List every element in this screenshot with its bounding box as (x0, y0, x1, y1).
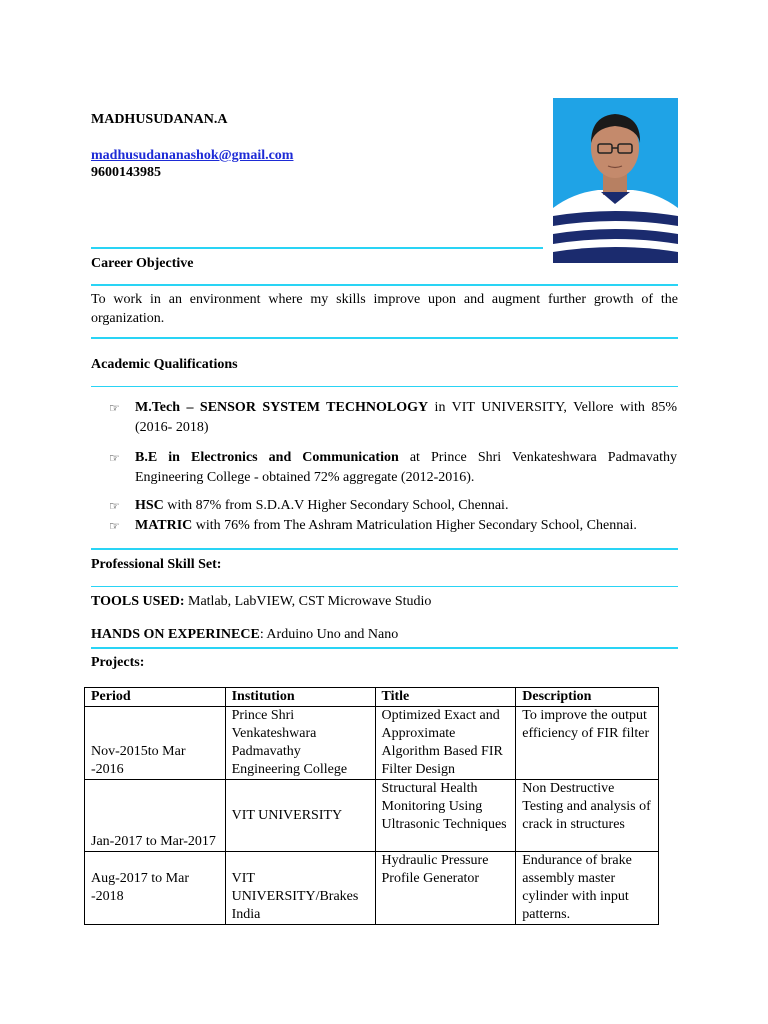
projects-heading: Projects: (91, 655, 145, 670)
pointing-hand-icon: ☞ (109, 499, 120, 513)
phone-number: 9600143985 (91, 165, 161, 180)
email-link[interactable]: madhusudananashok@gmail.com (91, 148, 294, 163)
title-cell: Optimized Exact and Approximate Algorithm Based FIR Filter Design (375, 707, 516, 780)
tools-used (91, 592, 678, 611)
title-cell: Structural Health Monitoring Using Ultrasonic Techniques (375, 780, 516, 852)
divider (91, 284, 678, 286)
institution-cell: VIT UNIVERSITY/Brakes India (225, 852, 375, 925)
column-header-institution: Institution (225, 688, 375, 707)
divider (91, 647, 678, 649)
projects-table (84, 687, 659, 925)
column-header-description: Description (516, 688, 659, 707)
table-row (85, 852, 659, 925)
hands-on-label: HANDS ON EXPERINECE (91, 627, 260, 642)
pointing-hand-icon: ☞ (109, 401, 120, 415)
hands-on-experience (91, 625, 678, 644)
period-cell: Jan-2017 to Mar-2017 (85, 780, 226, 852)
profile-photo (553, 98, 678, 263)
description-cell: Endurance of brake assembly master cylinder with input patterns. (516, 852, 659, 925)
column-header-title: Title (375, 688, 516, 707)
candidate-name: MADHUSUDANAN.A (91, 112, 228, 127)
divider (91, 386, 678, 387)
institution-cell: VIT UNIVERSITY (225, 780, 375, 852)
divider (91, 586, 678, 587)
period-cell: Nov-2015to Mar -2016 (85, 707, 226, 780)
divider (91, 337, 678, 339)
qualification-detail: in VIT UNIVERSITY, Vellore with 85% (2016- 2018) (135, 400, 678, 435)
hands-on-value: : Arduino Uno and Nano (259, 627, 399, 642)
description-cell: To improve the output efficiency of FIR filter (516, 707, 659, 780)
qualification-detail: at Prince Shri Venkateshwara Padmavathy Engineering College - obtained 72% aggregate (2012-2016). (135, 450, 677, 485)
qualification-name: M.Tech – SENSOR SYSTEM TECHNOLOGY (135, 400, 429, 415)
table-header-row (85, 688, 659, 707)
qualification-detail: with 87% from S.D.A.V Higher Secondary School, Chennai. (163, 498, 509, 513)
qualification-name: B.E in Electronics and Communication (135, 450, 399, 465)
qualification-name: MATRIC (135, 518, 193, 533)
header-divider (91, 247, 543, 249)
tools-value: Matlab, LabVIEW, CST Microwave Studio (184, 594, 432, 609)
table-row (85, 780, 659, 852)
description-cell: Non Destructive Testing and analysis of crack in structures (516, 780, 659, 852)
career-objective-text: To work in an environment where my skills improve upon and augment further growth of the organization. (91, 292, 678, 326)
table-row (85, 707, 659, 780)
qualification-detail: with 76% from The Ashram Matriculation Higher Secondary School, Chennai. (192, 518, 637, 533)
career-objective-heading: Career Objective (91, 256, 194, 271)
pointing-hand-icon: ☞ (109, 519, 120, 533)
tools-label: TOOLS USED: (91, 594, 185, 609)
academic-qualifications-heading: Academic Qualifications (91, 357, 238, 372)
period-cell: Aug-2017 to Mar -2018 (85, 852, 226, 925)
column-header-period: Period (85, 688, 226, 707)
divider (91, 548, 678, 550)
qualification-name: HSC (135, 498, 164, 513)
pointing-hand-icon: ☞ (109, 451, 120, 465)
title-cell: Hydraulic Pressure Profile Generator (375, 852, 516, 925)
skill-set-heading: Professional Skill Set: (91, 557, 222, 572)
institution-cell: Prince Shri Venkateshwara Padmavathy Engineering College (225, 707, 375, 780)
